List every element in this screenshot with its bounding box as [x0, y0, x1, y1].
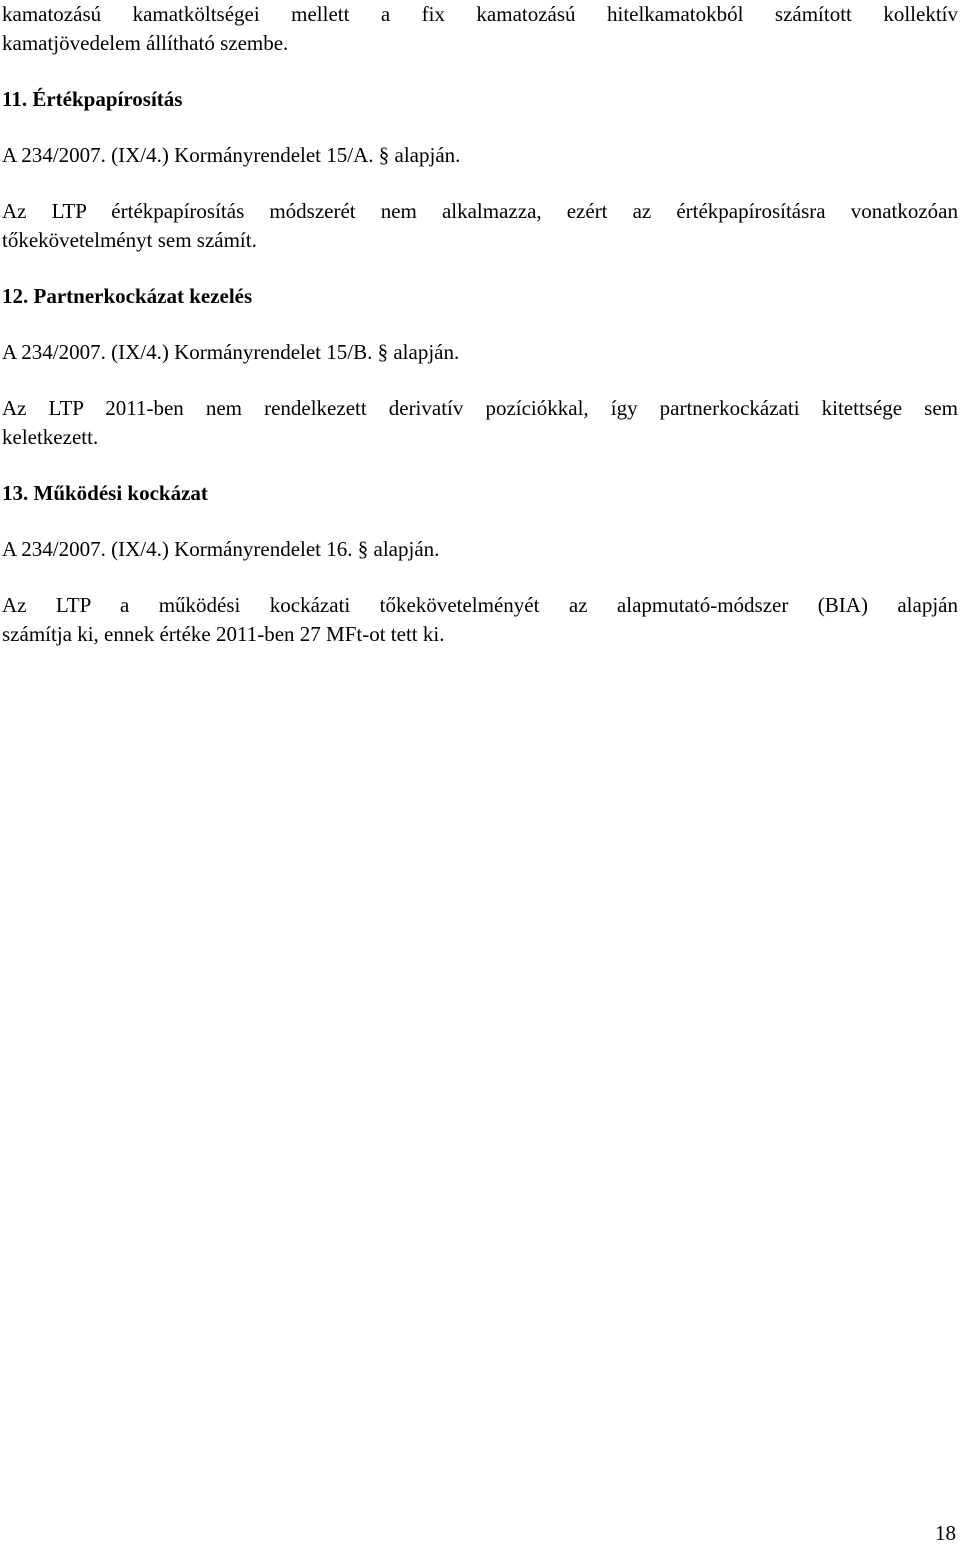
intro-paragraph: [2, 0, 958, 58]
section-12-reference: A 234/2007. (IX/4.) Kormányrendelet 15/B. § alapján.: [2, 340, 460, 364]
section-12-body: [2, 394, 958, 452]
section-11-body-line-1: Az LTP értékpapírosítás módszerét nem alkalmazza, ezért az értékpapírosításra vonatkozóan: [2, 199, 958, 223]
section-12-body-line-1: Az LTP 2011-ben nem rendelkezett derivatív pozíciókkal, így partnerkockázati kitettsége sem: [2, 396, 958, 420]
section-13-body-line-2: számítja ki, ennek értéke 2011-ben 27 MFt-ot tett ki.: [2, 622, 445, 646]
section-12-heading: 12. Partnerkockázat kezelés: [2, 284, 253, 308]
section-11-reference: A 234/2007. (IX/4.) Kormányrendelet 15/A. § alapján.: [2, 143, 461, 167]
section-11-heading: 11. Értékpapírosítás: [2, 87, 183, 111]
section-13-body-line-1: Az LTP a működési kockázati tőkekövetelményét az alapmutató-módszer (BIA) alapján: [2, 593, 958, 617]
section-12-body-line-2: keletkezett.: [2, 425, 99, 449]
intro-line-1: kamatozású kamatköltségei mellett a fix kamatozású hitelkamatokból számított kollektív: [2, 2, 958, 26]
section-13-reference: A 234/2007. (IX/4.) Kormányrendelet 16. § alapján.: [2, 537, 440, 561]
document-content: [2, 0, 958, 649]
section-11-body: [2, 197, 958, 255]
page-number: 18: [935, 1521, 956, 1545]
section-11-body-line-2: tőkekövetelményt sem számít.: [2, 228, 257, 252]
section-13-heading: 13. Működési kockázat: [2, 481, 208, 505]
intro-line-2: kamatjövedelem állítható szembe.: [2, 31, 289, 55]
section-13-body: [2, 591, 958, 649]
